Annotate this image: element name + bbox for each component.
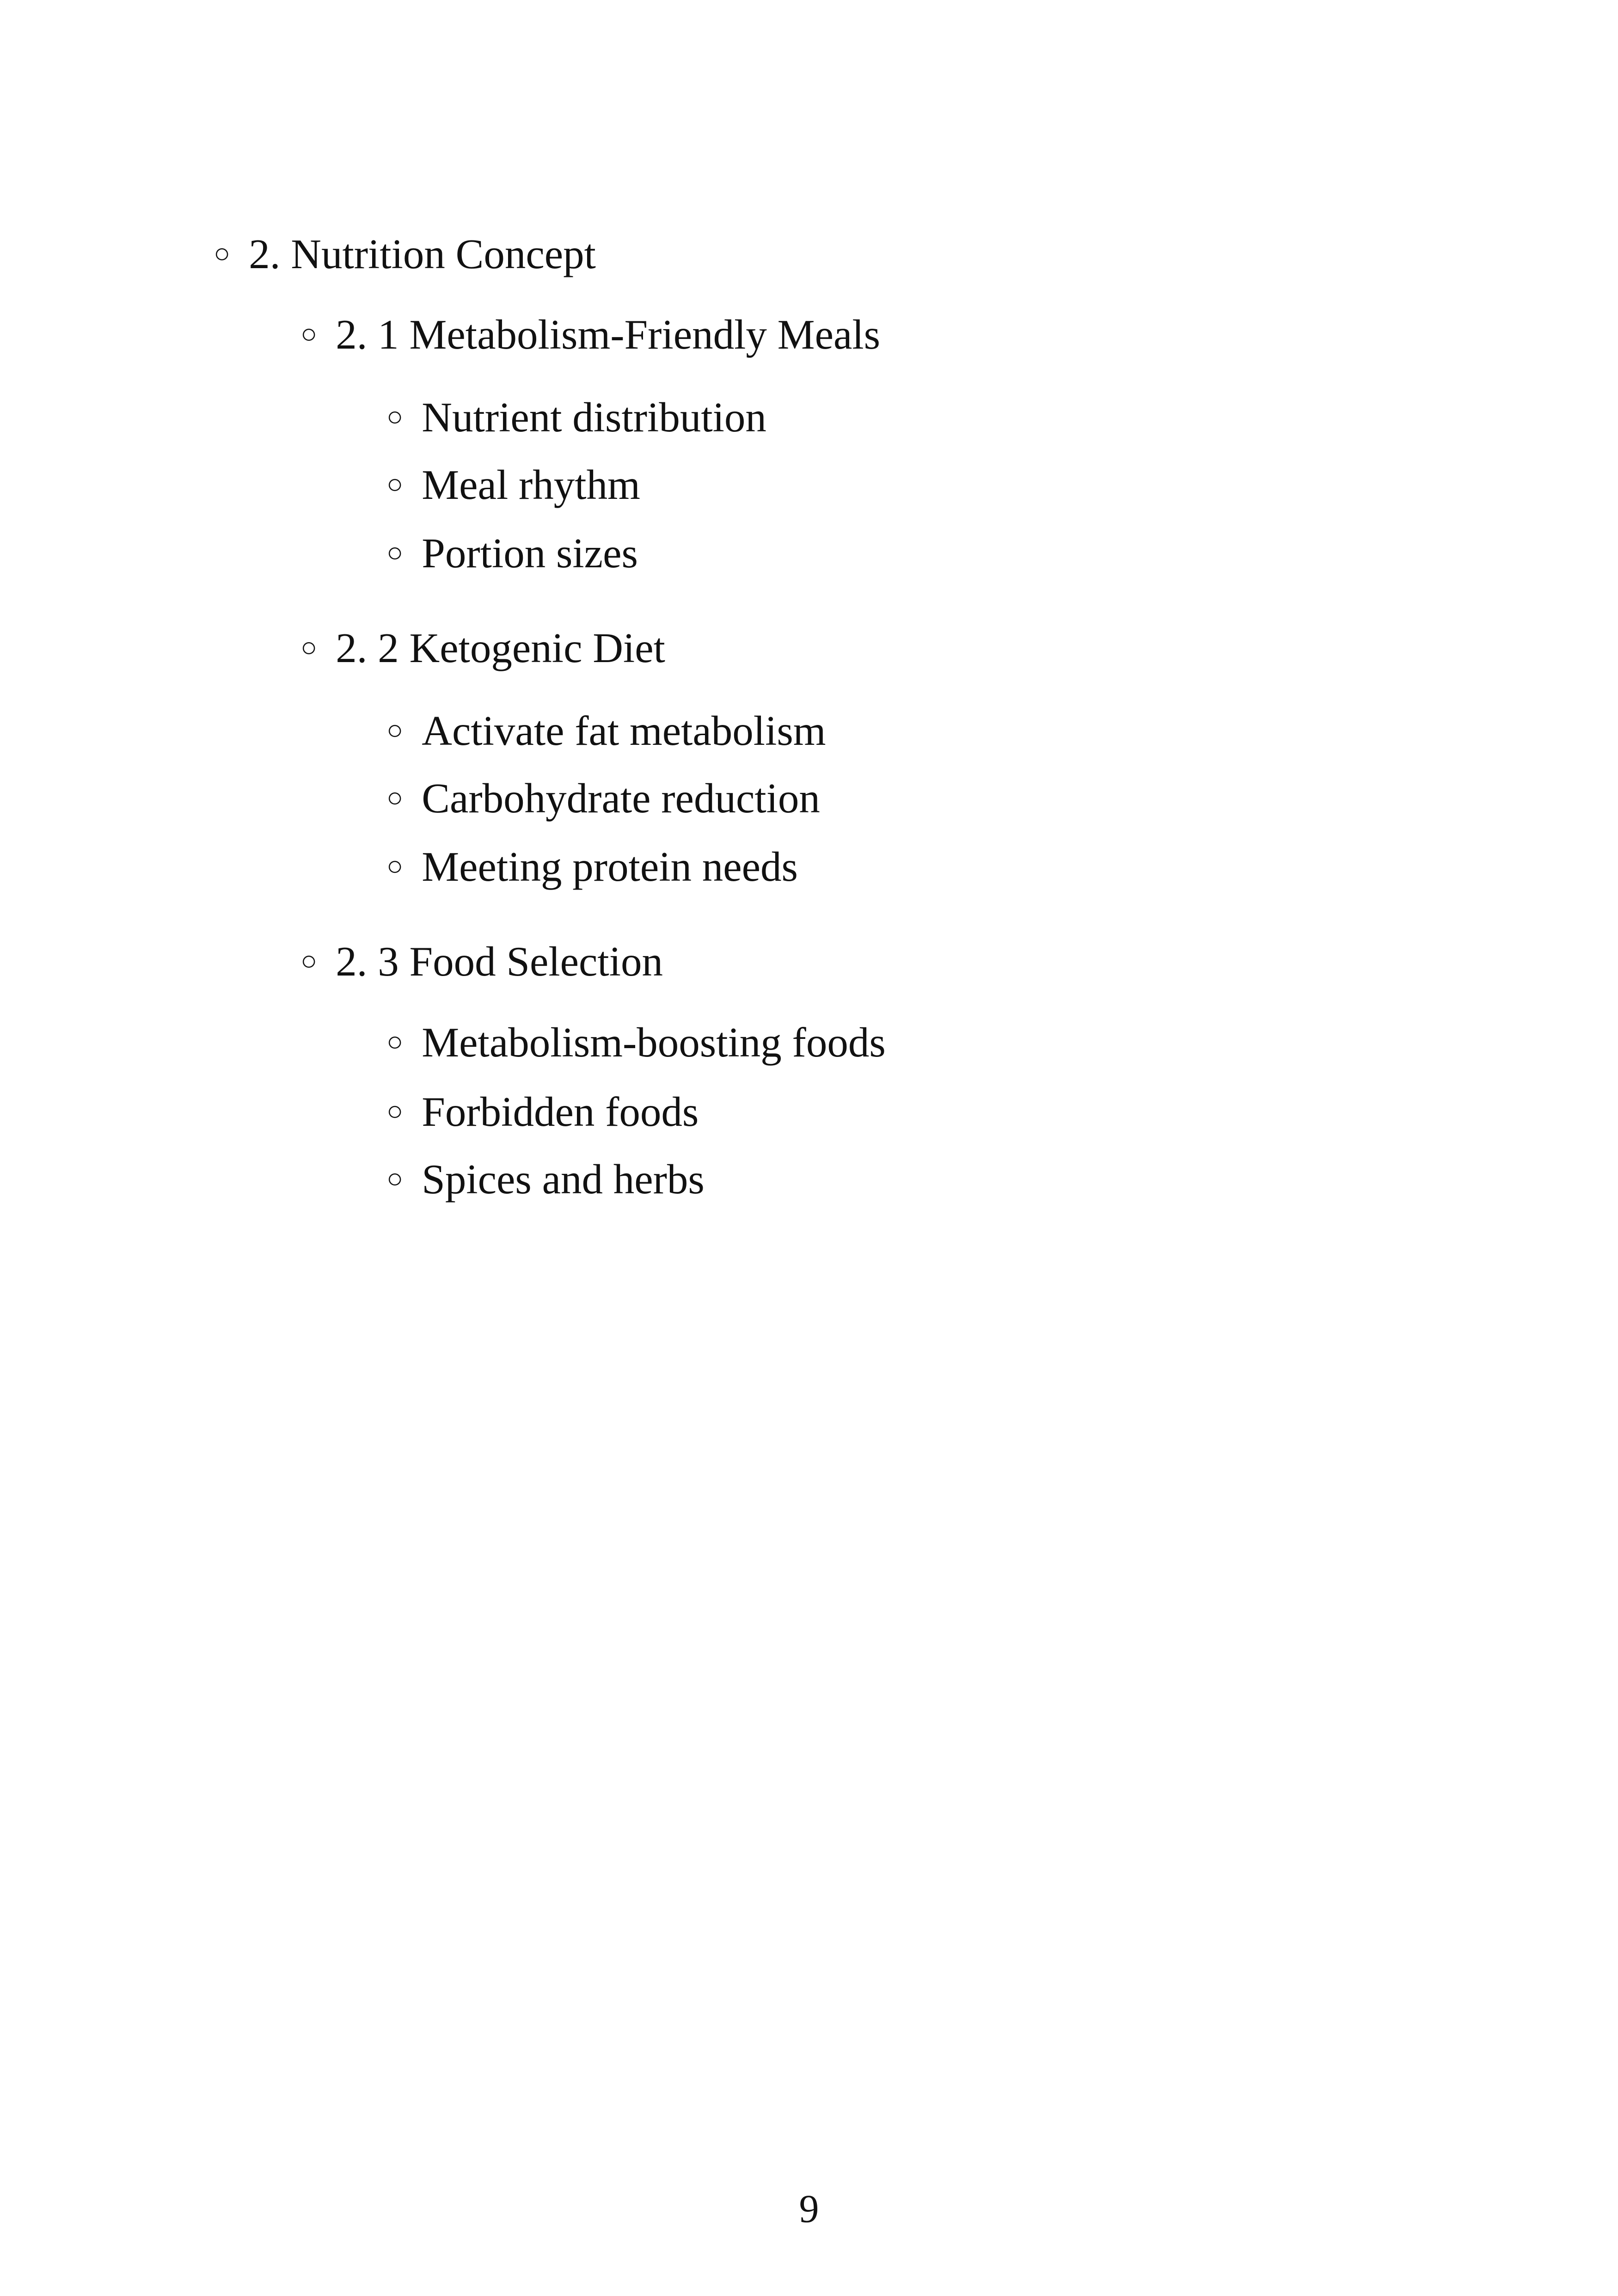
list-item-label: Metabolism-boosting foods — [422, 1019, 886, 1066]
subsection-title: 2. 1 Metabolism-Friendly Meals — [336, 311, 881, 358]
hollow-circle-bullet-icon: ○ — [386, 537, 404, 568]
hollow-circle-bullet-icon: ○ — [214, 238, 231, 269]
subsection-title: 2. 3 Food Selection — [336, 938, 663, 985]
subsection-heading — [300, 308, 880, 359]
subsection-title: 2. 2 Ketogenic Diet — [336, 625, 665, 671]
hollow-circle-bullet-icon: ○ — [386, 1096, 404, 1126]
hollow-circle-bullet-icon: ○ — [386, 715, 404, 745]
list-item — [386, 841, 798, 891]
list-item-label: Portion sizes — [422, 530, 638, 577]
list-item-label: Nutrient distribution — [422, 394, 766, 441]
list-item-label: Spices and herbs — [422, 1156, 705, 1203]
list-item — [386, 1016, 886, 1067]
list-item-label: Meeting protein needs — [422, 843, 798, 890]
hollow-circle-bullet-icon: ○ — [300, 945, 318, 976]
list-item — [386, 1153, 705, 1204]
hollow-circle-bullet-icon: ○ — [300, 319, 318, 349]
hollow-circle-bullet-icon: ○ — [386, 851, 404, 881]
subsection-heading — [300, 622, 665, 673]
page-number: 9 — [799, 2186, 819, 2231]
hollow-circle-bullet-icon: ○ — [386, 1163, 404, 1194]
section-heading — [214, 228, 596, 279]
list-item-label: Carbohydrate reduction — [422, 775, 820, 822]
list-item — [386, 772, 820, 823]
list-item-label: Activate fat metabolism — [422, 707, 826, 754]
hollow-circle-bullet-icon: ○ — [386, 469, 404, 499]
list-item-label: Forbidden foods — [422, 1088, 699, 1135]
list-item — [386, 1086, 699, 1136]
subsection-heading — [300, 935, 663, 986]
section-title: 2. Nutrition Concept — [249, 231, 596, 277]
list-item — [386, 527, 638, 578]
hollow-circle-bullet-icon: ○ — [386, 401, 404, 432]
hollow-circle-bullet-icon: ○ — [386, 782, 404, 813]
hollow-circle-bullet-icon: ○ — [300, 632, 318, 663]
list-item — [386, 459, 640, 510]
hollow-circle-bullet-icon: ○ — [386, 1026, 404, 1057]
list-item-label: Meal rhythm — [422, 461, 640, 508]
list-item — [386, 705, 826, 755]
list-item — [386, 391, 766, 442]
